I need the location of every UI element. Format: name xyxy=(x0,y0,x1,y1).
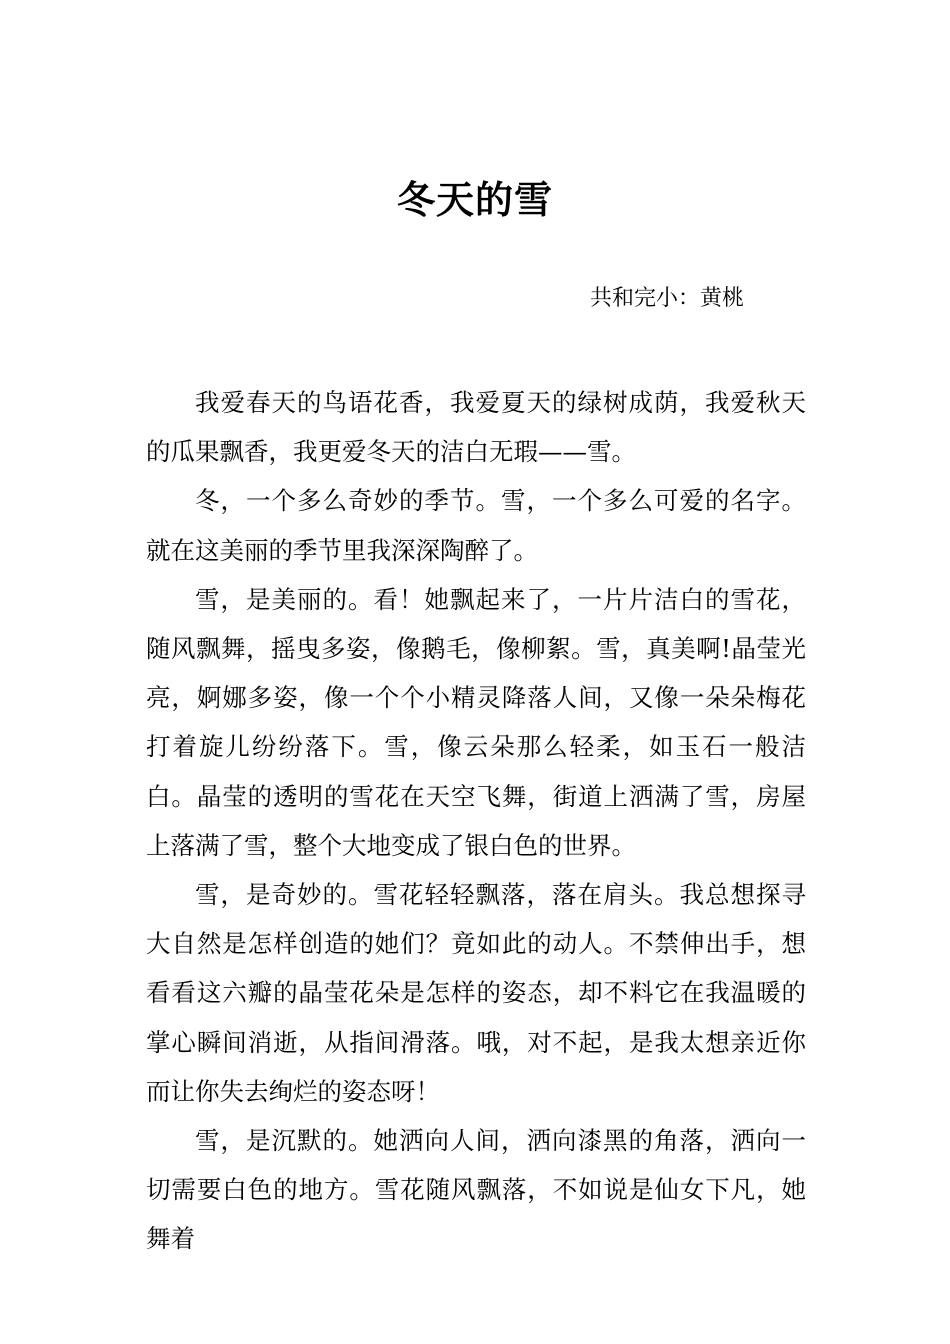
document-title: 冬天的雪 xyxy=(396,177,553,222)
paragraph: 雪，是美丽的。看！她飘起来了，一片片洁白的雪花，随风飘舞，摇曳多姿，像鹅毛，像柳絮。雪，真美啊!晶莹光亮，婀娜多姿，像一个个小精灵降落人间，又像一朵朵梅花打着旋儿纷纷落下。雪，像云朵那么轻柔，如玉石一般洁白。晶莹的透明的雪花在天空飞舞，街道上洒满了雪，房屋上落满了雪，整个大地变成了银白色的世界。 xyxy=(146,584,806,860)
paragraph: 雪，是沉默的。她洒向人间，洒向漆黑的角落，洒向一切需要白色的地方。雪花随风飘落，不如说是仙女下凡，她舞着 xyxy=(146,1126,806,1254)
paragraph: 我爱春天的鸟语花香，我爱夏天的绿树成荫，我爱秋天的瓜果飘香，我更爱冬天的洁白无瑕——雪。 xyxy=(146,388,806,467)
author-line: 共和完小：黄桃 xyxy=(590,286,745,311)
document-body xyxy=(146,378,806,1264)
paragraph: 冬，一个多么奇妙的季节。雪，一个多么可爱的名字。就在这美丽的季节里我深深陶醉了。 xyxy=(146,486,806,565)
paragraph: 雪，是奇妙的。雪花轻轻飘落，落在肩头。我总想探寻大自然是怎样创造的她们？竟如此的动人。不禁伸出手，想看看这六瓣的晶莹花朵是怎样的姿态，却不料它在我温暖的掌心瞬间消逝，从指间滑落。哦，对不起，是我太想亲近你而让你失去绚烂的姿态呀！ xyxy=(146,880,806,1106)
